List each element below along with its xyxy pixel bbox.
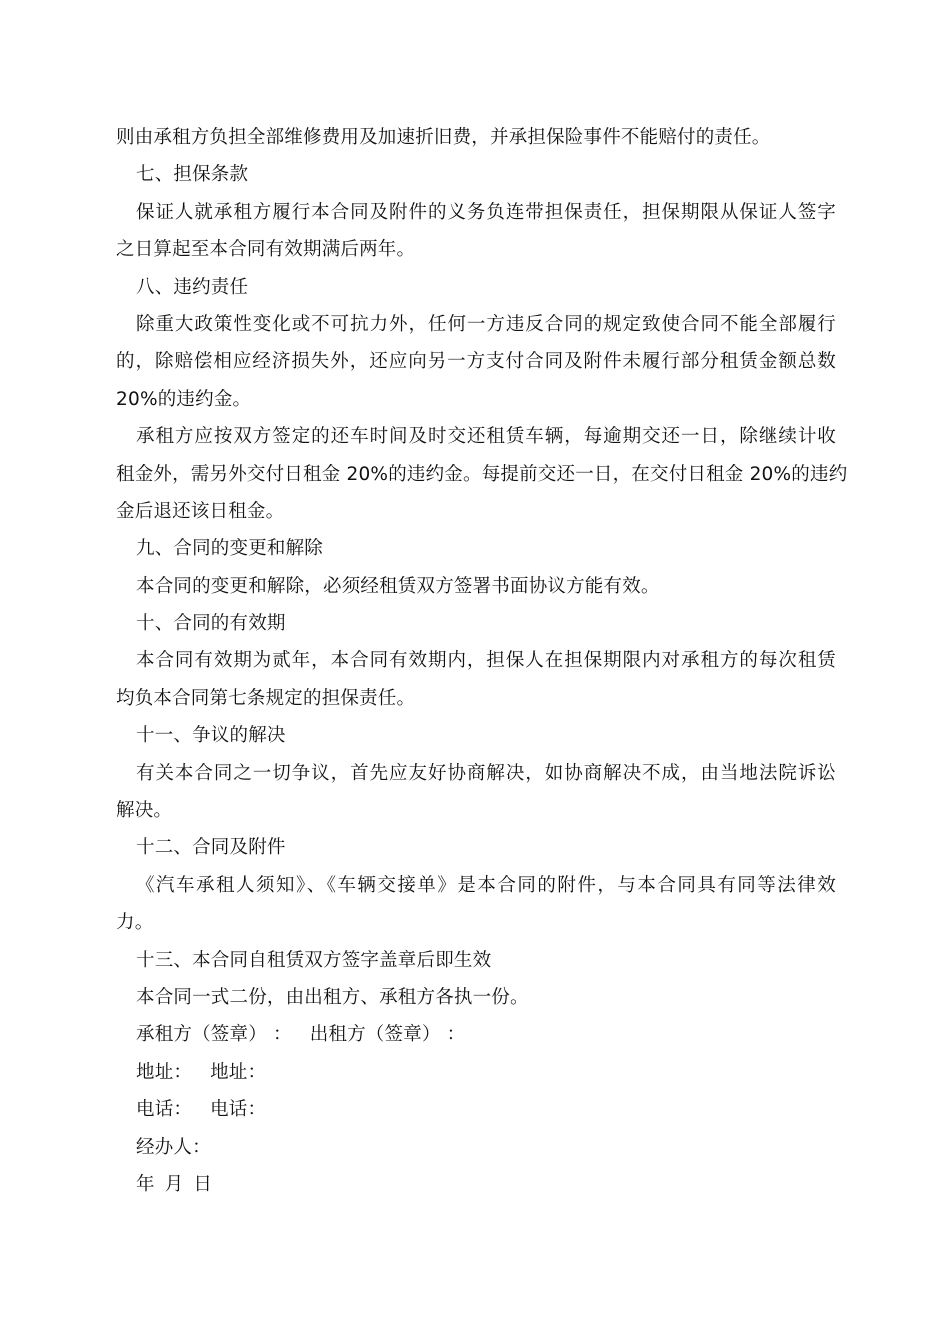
phone-row [116, 1091, 836, 1128]
paragraph-line: 解决。 [116, 800, 173, 822]
address-row [116, 1054, 836, 1091]
paragraph-line: 均负本合同第七条规定的担保责任。 [116, 687, 416, 709]
agent-label: 经办人： [136, 1136, 211, 1158]
document-body [116, 119, 848, 1203]
paragraph-line: 的，除赔偿相应经济损失外，还应向另一方支付合同及附件未履行部分租赁金额总数 [116, 351, 836, 373]
paragraph-line: 《汽车承租人须知》、《车辆交接单》是本合同的附件，与本合同具有同等法律效 [136, 874, 836, 896]
paragraph-line: 则由承租方负担全部维修费用及加速折旧费，并承担保险事件不能赔付的责任。 [116, 127, 771, 148]
paragraph-line: 有关本合同之一切争议，首先应友好协商解决，如协商解决不成，由当地法院诉讼 [136, 762, 836, 784]
paragraph-line: 除重大政策性变化或不可抗力外，任何一方违反合同的规定致使合同不能全部履行 [136, 313, 836, 335]
signature-row [116, 1016, 836, 1053]
address-label-lessee: 地址： [136, 1061, 193, 1083]
paragraph-line: 本合同的变更和解除，必须经租赁双方签署书面协议方能有效。 [136, 575, 660, 597]
section-heading-guarantee: 七、担保条款 [136, 164, 249, 186]
paragraph-line: 本合同一式二份，由出租方、承租方各执一份。 [136, 986, 529, 1008]
section-heading-effectiveness: 十三、本合同自租赁双方签字盖章后即生效 [136, 949, 492, 971]
paragraph-line: 20%的违约金。 [116, 388, 252, 410]
paragraph-line: 本合同有效期为贰年，本合同有效期内，担保人在担保期限内对承租方的每次租赁 [136, 650, 836, 672]
paragraph-line: 保证人就承租方履行本合同及附件的义务负连带担保责任，担保期限从保证人签字 [136, 201, 836, 223]
section-heading-amendment: 九、合同的变更和解除 [136, 538, 324, 560]
paragraph-line: 力。 [116, 912, 154, 934]
section-heading-dispute: 十一、争议的解决 [136, 725, 286, 747]
section-heading-validity: 十、合同的有效期 [136, 613, 286, 635]
agent-row [116, 1129, 836, 1166]
paragraph-line: 之日算起至本合同有效期满后两年。 [116, 239, 416, 261]
paragraph-line: 租金外，需另外交付日租金 20%的违约金。每提前交还一日，在交付日租金 20%的违约 [116, 463, 848, 485]
paragraph-line: 承租方应按双方签定的还车时间及时交还租赁车辆，每逾期交还一日，除继续计收 [136, 426, 836, 448]
lessee-sign-label: 承租方（签章） ： [136, 1024, 292, 1046]
address-label-lessor: 地址： [210, 1061, 267, 1083]
paragraph-line: 金后退还该日租金。 [116, 500, 285, 522]
date-day-label: 日 [193, 1173, 213, 1195]
lessor-sign-label: 出租方（签章） ： [309, 1024, 466, 1046]
phone-label-lessor: 电话： [210, 1099, 267, 1121]
section-heading-attachments: 十二、合同及附件 [136, 837, 286, 859]
date-row [116, 1166, 836, 1203]
section-heading-breach: 八、违约责任 [136, 276, 249, 298]
phone-label-lessee: 电话： [136, 1099, 193, 1121]
date-month-label: 月 [164, 1173, 184, 1195]
date-year-label: 年 [136, 1173, 155, 1195]
